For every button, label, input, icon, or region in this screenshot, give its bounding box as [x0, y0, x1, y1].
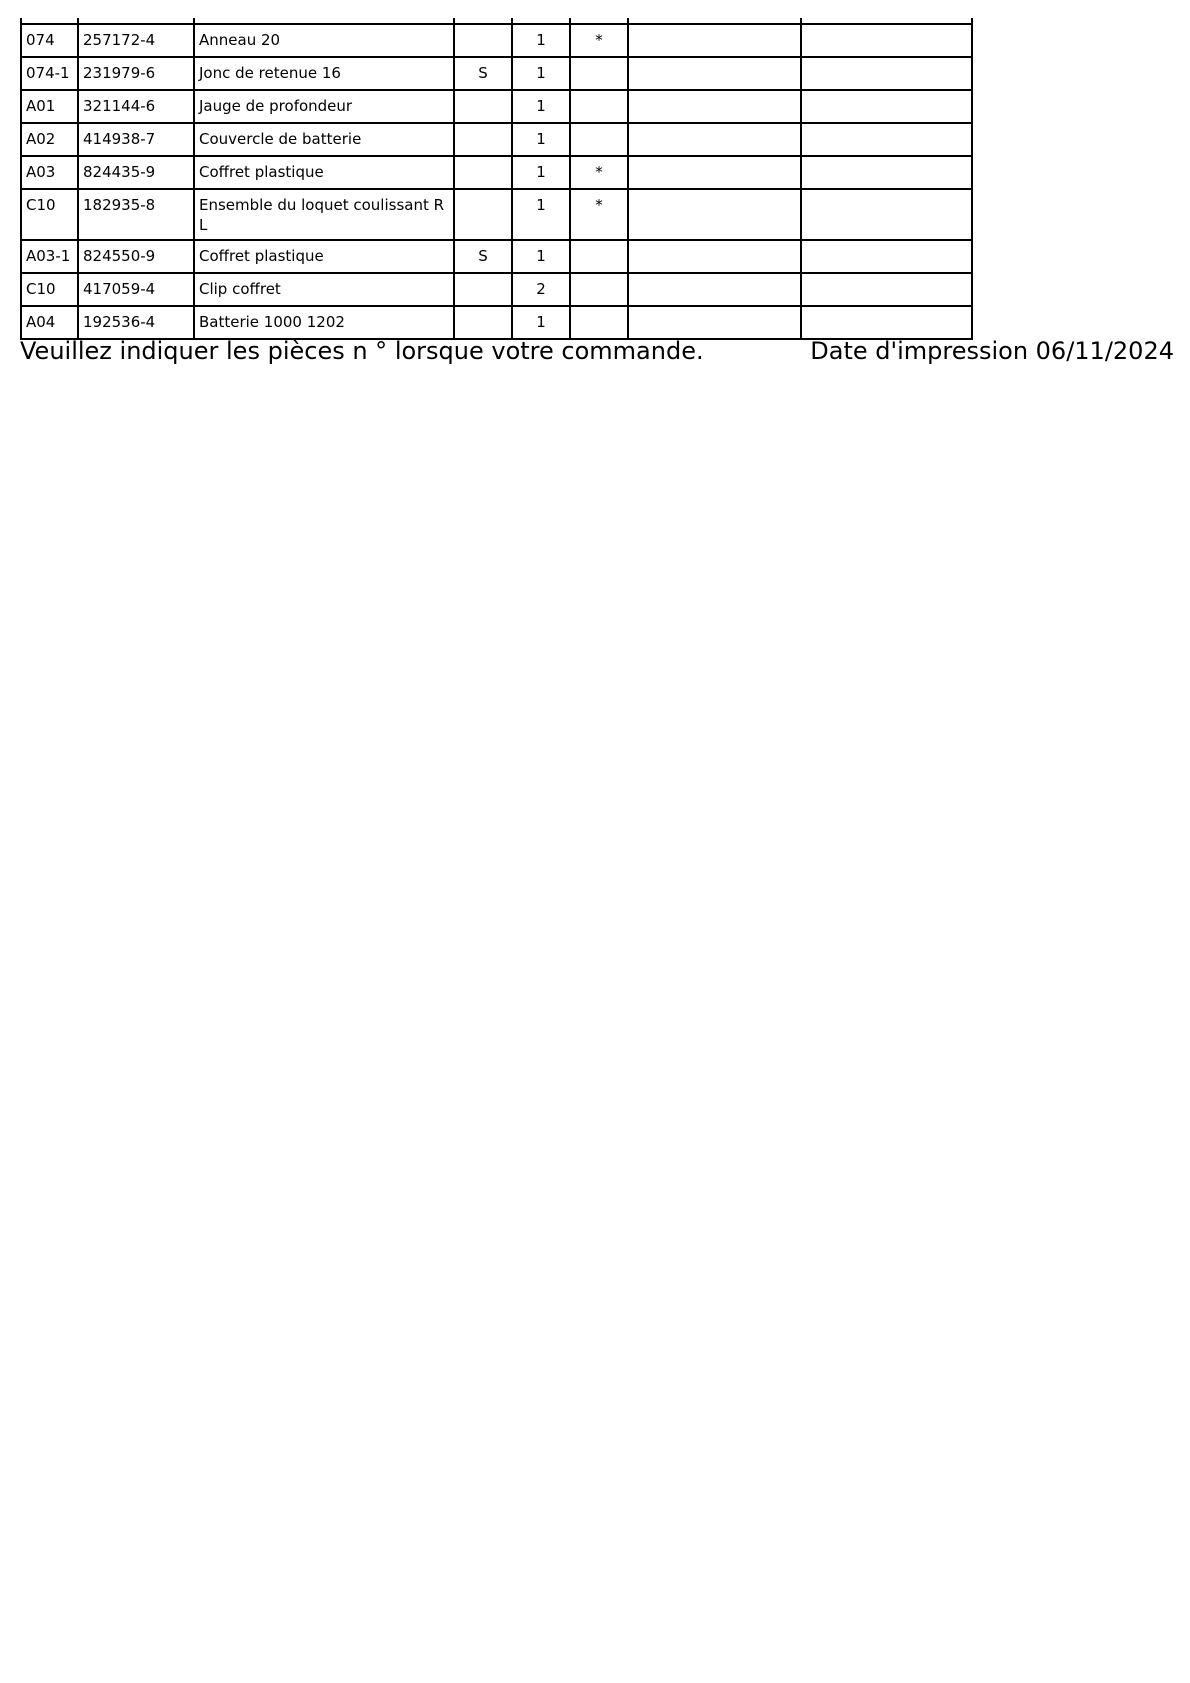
cell-position: A02 [21, 123, 78, 156]
table-row [21, 57, 972, 90]
cell-reference: 417059-4 [78, 273, 194, 306]
cell-reference: 192536-4 [78, 306, 194, 339]
cell-empty [801, 57, 972, 90]
cell-empty [801, 123, 972, 156]
table-row [21, 306, 972, 339]
cell-description: Clip coffret [194, 273, 454, 306]
cell-note [570, 240, 628, 273]
cell-position: A03 [21, 156, 78, 189]
cell-quantity: 1 [512, 57, 570, 90]
cell-flag: S [454, 57, 512, 90]
cell-quantity: 1 [512, 24, 570, 57]
cell-description: Jonc de retenue 16 [194, 57, 454, 90]
cell-empty [801, 240, 972, 273]
cell-flag [454, 24, 512, 57]
cell-position: 074 [21, 24, 78, 57]
cell-quantity: 1 [512, 123, 570, 156]
cell-empty [628, 273, 801, 306]
cell-flag: S [454, 240, 512, 273]
cell-quantity: 1 [512, 90, 570, 123]
cell-empty [628, 123, 801, 156]
cell-quantity: 1 [512, 306, 570, 339]
cell-empty [628, 156, 801, 189]
order-instruction: Veuillez indiquer les pièces n ° lorsque votre commande. [20, 337, 704, 365]
cell-quantity: 1 [512, 189, 570, 240]
cell-note [570, 90, 628, 123]
cell-description: Coffret plastique [194, 156, 454, 189]
cell-empty [628, 306, 801, 339]
cell-empty [801, 189, 972, 240]
cell-note [570, 57, 628, 90]
cell-empty [801, 24, 972, 57]
cell-note [570, 123, 628, 156]
cell-note: * [570, 24, 628, 57]
cell-description: Couvercle de batterie [194, 123, 454, 156]
table-row [21, 273, 972, 306]
cell-flag [454, 306, 512, 339]
table-row [21, 240, 972, 273]
table-row [21, 156, 972, 189]
cell-position: C10 [21, 273, 78, 306]
cell-quantity: 1 [512, 240, 570, 273]
cell-empty [801, 306, 972, 339]
cell-empty [628, 57, 801, 90]
cell-flag [454, 273, 512, 306]
table-row [21, 123, 972, 156]
cell-note [570, 306, 628, 339]
parts-table [20, 18, 973, 340]
cell-position: A03-1 [21, 240, 78, 273]
cell-empty [628, 189, 801, 240]
cell-empty [801, 90, 972, 123]
cell-quantity: 2 [512, 273, 570, 306]
cell-position: A04 [21, 306, 78, 339]
table-row [21, 90, 972, 123]
cell-flag [454, 156, 512, 189]
cell-reference: 231979-6 [78, 57, 194, 90]
cell-position: 074-1 [21, 57, 78, 90]
cell-flag [454, 123, 512, 156]
cell-empty [628, 240, 801, 273]
table-row [21, 24, 972, 57]
cell-flag [454, 90, 512, 123]
cell-reference: 824435-9 [78, 156, 194, 189]
cell-quantity: 1 [512, 156, 570, 189]
cell-empty [801, 156, 972, 189]
cell-flag [454, 189, 512, 240]
cell-reference: 824550-9 [78, 240, 194, 273]
cell-empty [628, 24, 801, 57]
cell-empty [801, 273, 972, 306]
cell-reference: 414938-7 [78, 123, 194, 156]
cell-description: Coffret plastique [194, 240, 454, 273]
cell-note: * [570, 156, 628, 189]
cell-position: A01 [21, 90, 78, 123]
cell-reference: 321144-6 [78, 90, 194, 123]
cell-description: Batterie 1000 1202 [194, 306, 454, 339]
cell-empty [628, 90, 801, 123]
cell-note: * [570, 189, 628, 240]
cell-note [570, 273, 628, 306]
print-date: Date d'impression 06/11/2024 [810, 337, 1174, 365]
cell-description: Jauge de profondeur [194, 90, 454, 123]
cell-reference: 257172-4 [78, 24, 194, 57]
cell-position: C10 [21, 189, 78, 240]
cell-description: Ensemble du loquet coulissant R L [194, 189, 454, 240]
table-row [21, 189, 972, 240]
cell-description: Anneau 20 [194, 24, 454, 57]
cell-reference: 182935-8 [78, 189, 194, 240]
